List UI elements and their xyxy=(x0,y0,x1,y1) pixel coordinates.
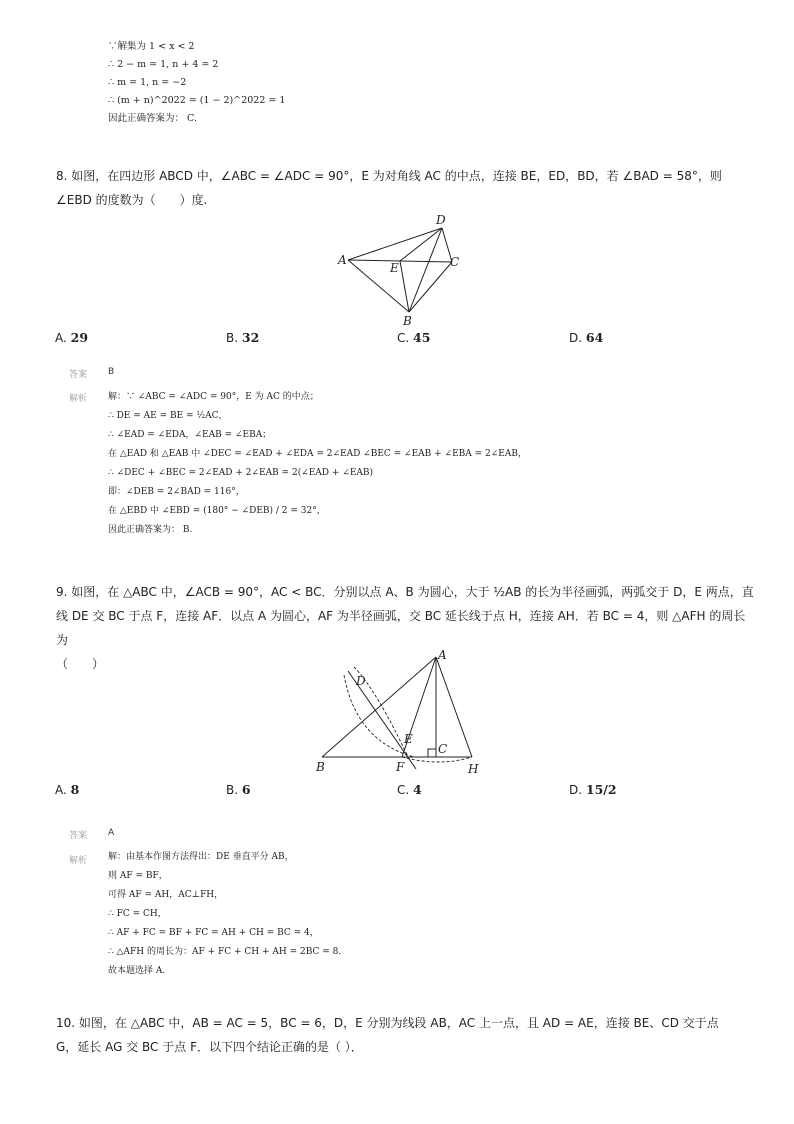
q9-option-b[interactable]: B. 6 xyxy=(226,782,251,797)
q9-stem-line: 线 DE 交 BC 于点 F，连接 AF．以点 A 为圆心，AF 为半径画弧，交 BC 延长线于点 H，连接 AH．若 BC = 4，则 △AFH 的周长为 xyxy=(56,609,746,647)
q8-stem xyxy=(56,164,756,212)
q9-figure xyxy=(310,645,500,780)
q8-solution-tag: 解析 xyxy=(69,394,88,404)
q9-label: D xyxy=(356,674,366,688)
q8-line-BC xyxy=(409,262,452,312)
q9-label: C xyxy=(438,742,448,756)
solution-line: ∴ ∠EAD = ∠EDA，∠EAB = ∠EBA； xyxy=(108,430,272,440)
q9-stem-line: 9. 如图，在 △ABC 中，∠ACB = 90°，AC < BC．分别以点 A、B 为圆心，大于 ½AB 的长为半径画弧，两弧交于 D，E 两点，直 xyxy=(56,585,754,599)
solution-line: 解：∵ ∠ABC = ∠ADC = 90°，E 为 AC 的中点； xyxy=(108,392,319,402)
q8-answer-tag: 答案 xyxy=(69,370,88,380)
q8-label: C xyxy=(450,255,460,269)
q8-line-AD xyxy=(348,228,442,260)
prev-solution xyxy=(108,38,285,128)
solution-line: ∴ DE = AE = BE = ½AC， xyxy=(108,411,228,421)
q8-option-a[interactable]: A. 29 xyxy=(55,330,89,345)
solution-line: 因此正确答案为： B. xyxy=(108,525,193,535)
solution-line: ∴ ∠DEC + ∠BEC = 2∠EAD + 2∠EAB = 2(∠EAD + ∠EAB) xyxy=(108,468,374,478)
q10-stem-line: G，延长 AG 交 BC 于点 F．以下四个结论正确的是（ ）． xyxy=(56,1040,363,1054)
q9-label: B xyxy=(316,760,325,774)
solution-line: ∴ △AFH 的周长为：AF + FC + CH + AH = 2BC = 8． xyxy=(108,947,348,957)
q8-answer: B xyxy=(108,367,115,377)
solution-line: 在 △EAD 和 △EAB 中 ∠DEC = ∠EAD + ∠EDA = 2∠EAD ∠BEC = ∠EAB + ∠EBA = 2∠EAB， xyxy=(108,449,527,459)
q8-option-c[interactable]: C. 45 xyxy=(397,330,431,345)
q9-right-angle xyxy=(428,749,436,757)
q8-stem-line: ∠EBD 的度数为（ ）度. xyxy=(56,193,208,207)
q9-option-d[interactable]: D. 15/2 xyxy=(569,782,617,797)
q9-stem-line: （ ） xyxy=(56,657,105,671)
q8-label: B xyxy=(403,314,412,328)
solution-line: 解：由基本作图方法得出：DE 垂直平分 AB， xyxy=(108,852,294,862)
prev-solution-line: ∴ (m + n)^2022 = (1 − 2)^2022 = 1 xyxy=(108,95,286,106)
q9-option-a[interactable]: A. 8 xyxy=(55,782,80,797)
prev-solution-line: ∴ m = 1, n = −2 xyxy=(108,77,187,88)
q8-label: D xyxy=(436,213,446,227)
prev-solution-line: 因此正确答案为： C. xyxy=(108,113,197,124)
q8-figure xyxy=(330,210,470,330)
solution-line: 在 △EBD 中 ∠EBD = (180° − ∠DEB) / 2 = 32°， xyxy=(108,506,326,516)
solution-line: ∴ AF + FC = BF + FC = AH + CH = BC = 4， xyxy=(108,928,319,938)
q9-label: H xyxy=(468,762,479,776)
q9-solution xyxy=(108,848,748,981)
q10-stem xyxy=(56,1011,756,1059)
q8-option-d[interactable]: D. 64 xyxy=(569,330,604,345)
q9-label: F xyxy=(396,760,405,774)
q8-option-b[interactable]: B. 32 xyxy=(226,330,260,345)
solution-line: 则 AF = BF， xyxy=(108,871,168,881)
prev-solution-line: ∴ 2 − m = 1, n + 4 = 2 xyxy=(108,59,219,70)
q8-label: E xyxy=(390,261,399,275)
q10-stem-line: 10. 如图，在 △ABC 中，AB = AC = 5，BC = 6，D，E 分别为线段 AB，AC 上一点，且 AD = AE，连接 BE、CD 交于点 xyxy=(56,1016,719,1030)
q9-answer: A xyxy=(108,828,115,838)
prev-solution-line: ∵解集为 1 < x < 2 xyxy=(108,41,195,52)
q9-option-c[interactable]: C. 4 xyxy=(397,782,422,797)
q8-label: A xyxy=(338,253,347,267)
q8-line-BE xyxy=(400,261,409,312)
solution-line: 可得 AF = AH，AC⊥FH， xyxy=(108,890,224,900)
q9-label: A xyxy=(438,648,447,662)
q9-arc-fh xyxy=(402,757,472,762)
q8-stem-line: 8. 如图，在四边形 ABCD 中，∠ABC = ∠ADC = 90°，E 为对角线 AC 的中点，连接 BE，ED，BD，若 ∠BAD = 58°，则 xyxy=(56,169,722,183)
q8-solution xyxy=(108,388,748,540)
solution-line: 故本题选择 A. xyxy=(108,966,166,976)
solution-line: 即：∠DEB = 2∠BAD = 116°， xyxy=(108,487,245,497)
solution-line: ∴ FC = CH， xyxy=(108,909,167,919)
q8-line-AB xyxy=(348,260,409,312)
q9-solution-tag: 解析 xyxy=(69,856,88,866)
q9-answer-tag: 答案 xyxy=(69,831,88,841)
q9-label: E xyxy=(404,732,413,746)
